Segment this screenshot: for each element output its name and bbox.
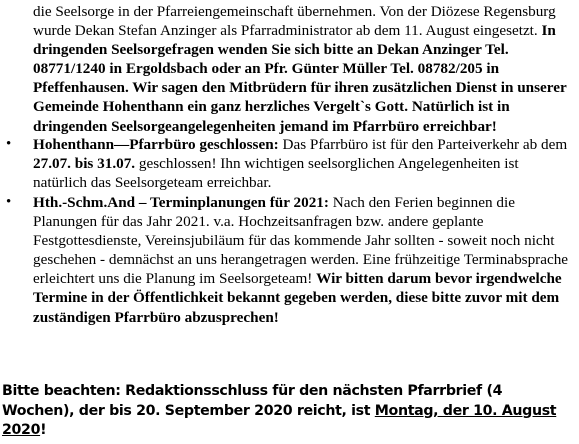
continuation-paragraph [33, 2, 573, 136]
bullet-icon: • [6, 194, 12, 210]
continuation-bold-text: In dringenden Seelsorgefragen wenden Sie sich bitte an Dekan Anzinger Tel. 08771/1240 in Ergoldsbach oder an Pfr. Günter Müller Tel. 08782/205 in Pfeffenhausen. Wir sagen den Mitbrüdern für ihren zusätzlichen Dienst in unserer Gemeinde Hohenthann ein ganz herzliches Vergelt`s Gott. Natürlich ist in dringenden Seelsorgeangelegenheiten jemand im Pfarrbüro erreichbar! [33, 22, 567, 135]
item-text-rest: geschlossen! Ihn wichtigen seelsorglichen Angelegenheiten ist natürlich das Seelsorgeteam erreichbar. [33, 155, 519, 192]
item-heading: Hth.-Schm.And – Terminplanungen für 2021: [33, 194, 329, 211]
closing-dates: 27.07. bis 31.07. [33, 155, 136, 173]
notice-text: Bitte beachten: Redaktionsschluss für den nächsten Pfarrbrief (4 Wochen), der bis 20. September 2020 reicht, ist [2, 383, 503, 419]
item-text: Nach den Ferien beginnen die Planungen für das Jahr 2021. v.a. Hochzeitsanfragen bzw. andere geplante Festgottesdienste, Vereinsjubiläum für das kommende Jahr sollten - soweit noch nicht geschehen - demnächst an uns herangetragen werden. Eine frühzeitige Terminabsprache erleichtert uns die Planung im Seelsorgeteam! [33, 194, 569, 288]
item-heading: Hohenthann—Pfarrbüro geschlossen: [33, 136, 279, 153]
list-item-planning-2021 [6, 193, 573, 327]
continuation-text: die Seelsorge in der Pfarreiengemeinschaft übernehmen. Von der Diözese Regensburg wurde Dekan Stefan Anzinger als Pfarradministrator ab dem 11. August eingesetzt. [33, 3, 556, 40]
item-bold-request: Wir bitten darum bevor irgendwelche Termine in der Öffentlichkeit bekannt gegeben werden, diese bitte zuvor mit dem zuständigen Pfarrbüro abzusprechen! [33, 270, 562, 326]
deadline-notice [2, 382, 577, 441]
bullet-icon: • [6, 136, 12, 152]
item-text: Das Pfarrbüro ist für den Parteiverkehr ab dem [278, 136, 568, 153]
deadline-date: Montag, der 10. August 2020 [2, 402, 557, 438]
notice-end: ! [40, 422, 47, 438]
list-item-office-closed [6, 135, 573, 192]
